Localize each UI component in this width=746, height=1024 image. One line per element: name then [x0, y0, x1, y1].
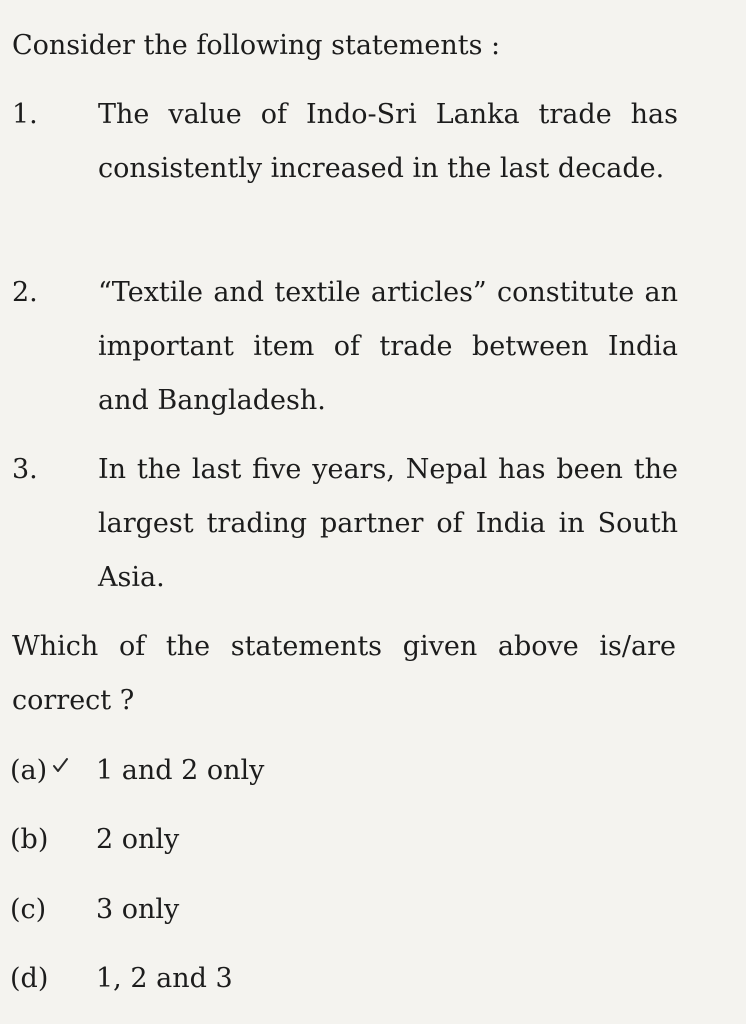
option-text: 3 only: [96, 894, 180, 925]
option-label: (d): [10, 963, 49, 994]
statement-text: “Textile and textile articles” constitute an important item of trade between India and Bangladesh.: [98, 277, 678, 416]
pen-tick-mark-icon: [53, 757, 69, 775]
statement-text: The value of Indo-Sri Lanka trade has consistently increased in the last decade.: [98, 99, 678, 184]
statement-number: 1.: [12, 99, 38, 130]
question-text: Which of the statements given above is/are correct ?: [12, 631, 676, 716]
option-label: (a): [10, 755, 48, 786]
option-label: (b): [10, 824, 49, 855]
statement-number: 2.: [12, 277, 38, 308]
option-text: 1 and 2 only: [96, 755, 265, 786]
statement-text: In the last five years, Nepal has been the largest trading partner of India in South Asia.: [98, 454, 678, 593]
option-label: (c): [10, 894, 47, 925]
intro-text: Consider the following statements :: [12, 30, 501, 61]
option-text: 1, 2 and 3: [96, 963, 233, 994]
option-text: 2 only: [96, 824, 180, 855]
statement-number: 3.: [12, 454, 38, 485]
